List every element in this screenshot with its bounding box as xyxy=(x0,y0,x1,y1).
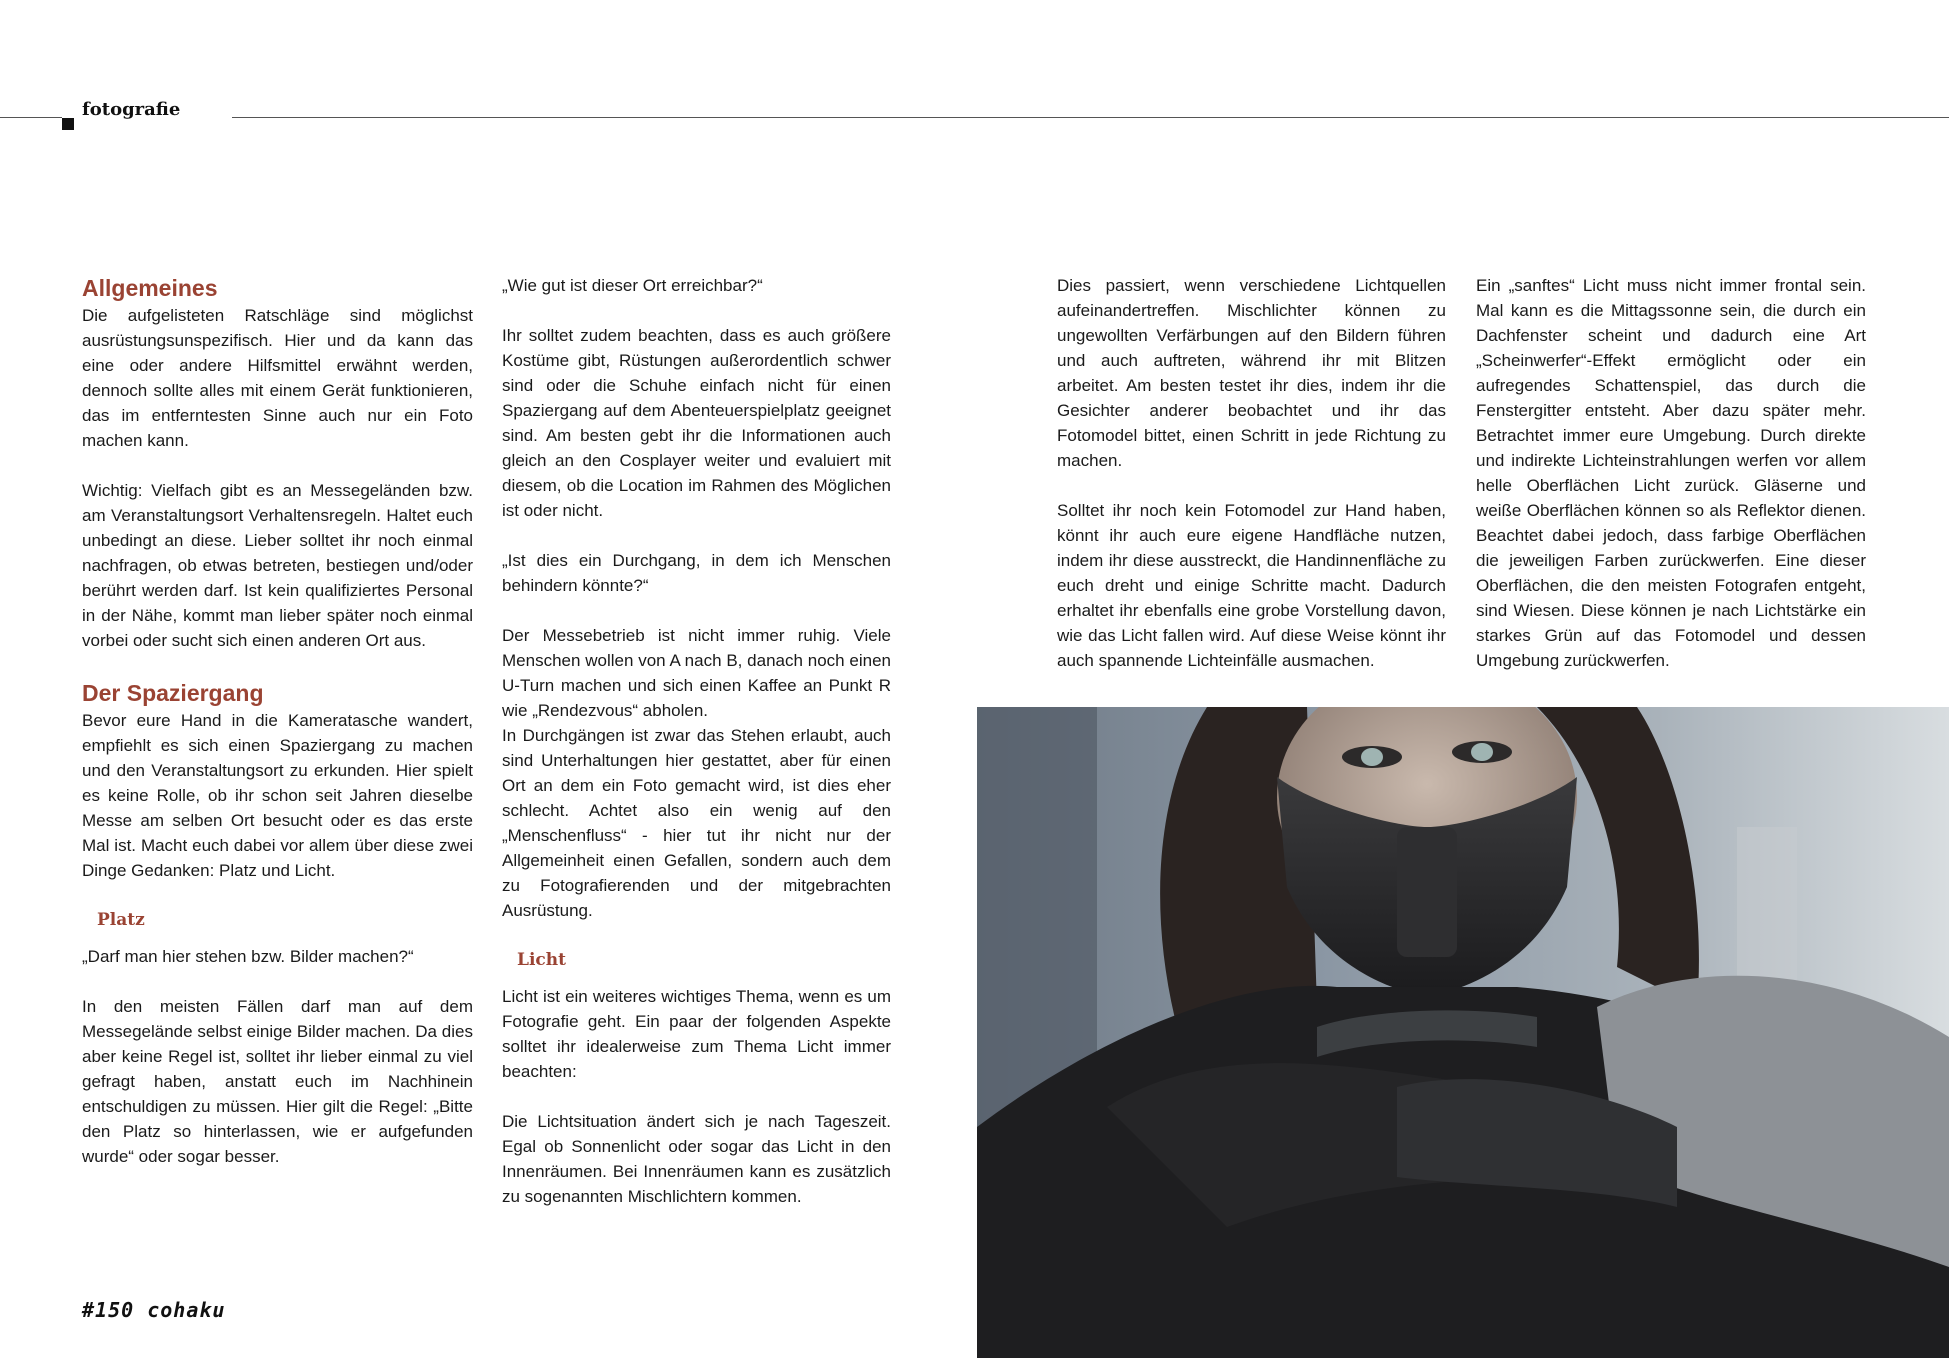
paragraph: Die Lichtsituation ändert sich je nach Tageszeit. Egal ob Sonnenlicht oder sogar das Licht in den Innenräumen. Bei Innenräumen kann es zusätzlich zu sogenannten Mischlichtern kommen. xyxy=(502,1112,891,1206)
text-column-2 xyxy=(502,273,891,1234)
heading-der-spaziergang: Der Spaziergang xyxy=(82,680,264,706)
paragraph: Dies passiert, wenn verschiedene Lichtquellen aufeinandertreffen. Mischlichter können zu ungewollten Verfärbungen auf den Bildern führen und auch auftreten, während ihr mit Blitzen arbeitet. Am besten testet ihr dies, indem ihr die Gesichter anderer beobachtet und ihr das Fotomodel bittet, einen Schritt in jede Richtung zu machen. xyxy=(1057,276,1446,470)
paragraph: Ihr solltet zudem beachten, dass es auch größere Kostüme gibt, Rüstungen außerordentlich schwer sind oder die Schuhe einfach nicht für einen Spaziergang auf dem Abenteuerspielplatz geeignet sind. Am besten gebt ihr die Informationen auch gleich an den Cosplayer weiter und evaluiert mit diesem, ob die Location im Rahmen des Möglichen ist oder nicht. xyxy=(502,326,891,520)
heading-allgemeines: Allgemeines xyxy=(82,275,218,301)
question-quote: „Wie gut ist dieser Ort erreichbar?“ xyxy=(502,276,763,295)
paragraph: Ein „sanftes“ Licht muss nicht immer frontal sein. Mal kann es die Mittagssonne sein, die durch ein Dachfenster scheint und dadurch eine Art „Scheinwerfer“-Effekt ermöglicht oder ein aufregendes Schattenspiel, das durch die Fenstergitter entsteht. Aber dazu später mehr. Betrachtet immer eure Umgebung. Durch direkte und indirekte Lichteinstrahlungen werfen vor allem helle Oberflächen Licht zurück. Gläserne und weiße Oberflächen können so als Reflektor dienen. Beachtet dabei jedoch, dass farbige Oberflächen die jeweiligen Farben zurückwerfen. Eine dieser Oberflächen, die den meisten Fotografen entgeht, sind Wiesen. Diese können je nach Lichtstärke ein starkes Grün auf das Fotomodel und dessen Umgebung zurückwerfen. xyxy=(1476,276,1866,670)
paragraph: Bevor eure Hand in die Kameratasche wandert, empfiehlt es sich einen Spaziergang zu machen und den Veranstaltungsort zu erkunden. Hier spielt es keine Rolle, ob ihr schon seit Jahren dieselbe Messe am selben Ort besucht oder es das erste Mal ist. Macht euch dabei vor allem über diese zwei Dinge Gedanken: Platz und Licht. xyxy=(82,711,473,880)
text-column-3 xyxy=(1057,273,1446,698)
question-quote: „Darf man hier stehen bzw. Bilder machen?“ xyxy=(82,947,414,966)
text-column-4 xyxy=(1476,273,1866,698)
cosplay-masked-woman-photo xyxy=(977,707,1949,1358)
section-label: fotografie xyxy=(82,99,181,120)
footer-issue-label: #150 cohaku xyxy=(82,1298,226,1322)
paragraph: In Durchgängen ist zwar das Stehen erlaubt, auch sind Unterhaltungen hier gestattet, aber für einen Ort an dem ein Foto gemacht wird, ist dies eher schlecht. Achtet also ein wenig auf den „Menschenfluss“ - hier tut ihr nicht nur der Allgemeinheit einen Gefallen, sondern auch dem zu Fotografierenden und der mitgebrachten Ausrüstung. xyxy=(502,726,891,920)
text-column-1 xyxy=(82,273,473,1194)
subheading-licht: Licht xyxy=(517,950,566,970)
paragraph: In den meisten Fällen darf man auf dem Messegelände selbst einige Bilder machen. Da dies aber keine Regel ist, solltet ihr lieber einmal zu viel gefragt haben, anstatt euch im Nachhinein entschuldigen zu müssen. Hier gilt die Regel: „Bitte den Platz so hinterlassen, wie er aufgefunden wurde“ oder sogar besser. xyxy=(82,997,473,1166)
paragraph: Wichtig: Vielfach gibt es an Messegeländen bzw. am Veranstaltungsort Verhaltensregeln. Haltet euch unbedingt an diese. Lieber solltet ihr noch einmal nachfragen, ob etwas betreten, bestiegen und/oder berührt werden darf. Ist kein qualifiziertes Personal in der Nähe, kommt man lieber später noch einmal vorbei oder sucht sich einen anderen Ort aus. xyxy=(82,481,473,650)
header-rule-left xyxy=(0,117,62,118)
paragraph: Die aufgelisteten Ratschläge sind möglichst ausrüstungsunspezifisch. Hier und da kann das eine oder andere Hilfsmittel erwähnt werden, dennoch sollte alles mit einem Gerät funktionieren, das im entferntesten Sinne auch nur ein Foto machen kann. xyxy=(82,306,473,450)
header-rule-right xyxy=(232,117,1949,118)
paragraph: Licht ist ein weiteres wichtiges Thema, wenn es um Fotografie geht. Ein paar der folgenden Aspekte solltet ihr idealerweise zum Thema Licht immer beachten: xyxy=(502,987,891,1081)
question-quote: „Ist dies ein Durchgang, in dem ich Menschen behindern könnte?“ xyxy=(502,551,891,595)
paragraph: Solltet ihr noch kein Fotomodel zur Hand haben, könnt ihr auch eure eigene Handfläche nutzen, indem ihr diese ausstreckt, die Handinnenfläche zu euch dreht und einige Schritte macht. Dadurch erhaltet ihr ebenfalls eine grobe Vorstellung davon, wie das Licht fallen wird. Auf diese Weise könnt ihr auch spannende Lichteinfälle ausmachen. xyxy=(1057,501,1446,670)
subheading-platz: Platz xyxy=(97,910,145,930)
section-marker-square xyxy=(62,118,74,130)
paragraph: Der Messebetrieb ist nicht immer ruhig. Viele Menschen wollen von A nach B, danach noch einen U-Turn machen und sich einen Kaffee an Punkt R wie „Rendezvous“ abholen. xyxy=(502,626,891,720)
